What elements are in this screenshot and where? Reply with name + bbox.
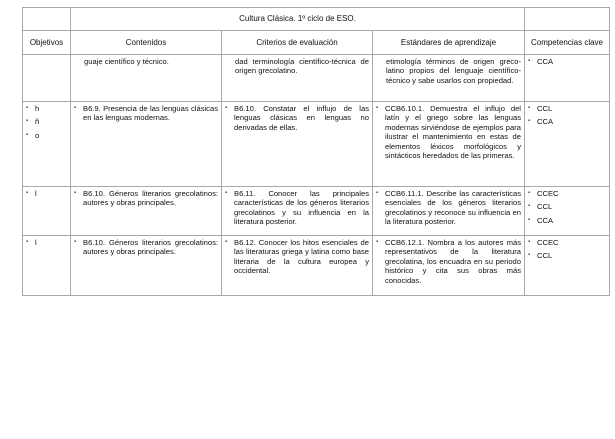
estandares-text: etimología términos de origen greco-latino propios del lenguaje científico-técnico y sabe usarlos con propiedad. xyxy=(386,57,521,85)
list-item xyxy=(26,238,67,247)
list-item xyxy=(528,216,606,225)
header-contenidos: Contenidos xyxy=(71,31,222,55)
competencia-label: CCA xyxy=(537,215,554,225)
bullet-icon: ▪ xyxy=(74,105,77,111)
competencias-cell xyxy=(525,187,610,236)
bullet-icon: ▪ xyxy=(225,105,228,111)
list-item xyxy=(26,117,67,126)
list-item xyxy=(528,189,606,198)
bullet-icon: ▪ xyxy=(376,239,379,245)
empty-corner-cell xyxy=(23,8,71,31)
list-item xyxy=(26,189,67,198)
criterios-text: B6.11. Conocer las principales características de los géneros literarios grecolatinos y su influencia en la literatura posterior. xyxy=(234,189,369,227)
contenidos-cell xyxy=(71,236,222,296)
competencia-label: CCEC xyxy=(537,238,559,247)
curriculum-table xyxy=(22,7,610,296)
list-item xyxy=(528,57,606,66)
list-item xyxy=(528,238,606,247)
competencia-label: CCA xyxy=(537,117,554,127)
objetivos-cell xyxy=(23,102,71,187)
list-item xyxy=(376,238,521,285)
estandares-cell xyxy=(373,187,525,236)
contenidos-text: B6.10. Géneros literarios grecolatinos: autores y obras principales. xyxy=(83,189,218,208)
table-row xyxy=(23,102,610,187)
header-objetivos: Objetivos xyxy=(23,31,71,55)
criterios-text: dad terminología científico-técnica de origen grecolatino. xyxy=(235,57,369,76)
bullet-icon: ▪ xyxy=(26,105,29,111)
competencia-label: CCEC xyxy=(537,189,559,198)
contenidos-cell xyxy=(71,102,222,187)
contenidos-text: B6.10. Géneros literarios grecolatinos: autores y obras principales. xyxy=(83,238,218,257)
table-row xyxy=(23,55,610,102)
bullet-icon: ▪ xyxy=(26,118,29,125)
bullet-icon: ▪ xyxy=(528,203,531,210)
criterios-text: B6.12. Conocer los hitos esenciales de las literaturas griega y latina como base literaria de la cultura europea y occidental. xyxy=(234,238,369,276)
criterios-cell xyxy=(222,102,373,187)
list-item xyxy=(74,238,218,257)
table-header-row xyxy=(23,31,610,55)
criterios-text: B6.10. Constatar el influjo de las lenguas clásicas en lenguas no derivadas de ellas. xyxy=(234,104,369,132)
bullet-icon: ▪ xyxy=(376,190,379,196)
list-item xyxy=(376,104,521,160)
bullet-icon: ▪ xyxy=(528,216,531,223)
contenidos-cell xyxy=(71,187,222,236)
objetivo-label: o xyxy=(35,130,40,140)
bullet-icon: ▪ xyxy=(528,239,531,245)
empty-title-cell xyxy=(525,8,610,31)
criterios-cell xyxy=(222,187,373,236)
competencia-label: CCL xyxy=(537,251,553,261)
list-item xyxy=(528,251,606,260)
bullet-icon: ▪ xyxy=(74,239,77,245)
bullet-icon: ▪ xyxy=(528,252,531,259)
bullet-icon: ▪ xyxy=(528,58,531,64)
competencia-label: CCA xyxy=(537,57,554,66)
bullet-icon: ▪ xyxy=(376,105,379,111)
header-estandares: Estándares de aprendizaje xyxy=(373,31,525,55)
objetivo-label: ñ xyxy=(35,117,40,127)
objetivos-cell xyxy=(23,236,71,296)
bullet-icon: ▪ xyxy=(26,239,29,245)
estandares-cell xyxy=(373,102,525,187)
contenidos-text: guaje científico y técnico. xyxy=(84,57,169,66)
list-item xyxy=(528,104,606,113)
objetivo-label: h xyxy=(35,104,40,113)
competencia-label: CCL xyxy=(537,202,553,212)
estandares-text: CCB6.11.1. Describe las características esenciales de los géneros literarios grecolatinos y reconoce su influencia en la literatura posterior. xyxy=(385,189,521,227)
bullet-icon: ▪ xyxy=(528,118,531,125)
header-criterios: Criterios de evaluación xyxy=(222,31,373,55)
contenidos-text: B6.9. Presencia de las lenguas clásicas en las lenguas modernas. xyxy=(83,104,218,123)
estandares-text: CCB6.10.1. Demuestra el influjo del latín y el griego sobre las lenguas modernas sirviéndose de ejemplos para ilustrar el mantenimiento en estas de elementos léxicos morfológicos y sintácticos heredados de las primeras. xyxy=(385,104,521,161)
objetivos-cell xyxy=(23,187,71,236)
list-item xyxy=(225,238,369,276)
competencia-label: CCL xyxy=(537,104,553,113)
competencias-cell xyxy=(525,236,610,296)
list-item xyxy=(528,202,606,211)
list-item xyxy=(225,189,369,227)
list-item xyxy=(26,104,67,113)
estandares-text: CCB6.12.1. Nombra a los autores más representativos de la literatura grecolatina, los encuadra en su periodo histórico y cita sus obras más conocidas. xyxy=(385,238,521,285)
objetivo-label: l xyxy=(35,189,37,198)
list-item xyxy=(26,131,67,140)
bullet-icon: ▪ xyxy=(225,190,228,196)
bullet-icon: ▪ xyxy=(26,131,29,138)
contenidos-cell xyxy=(71,55,222,102)
objetivo-label: l xyxy=(35,238,37,247)
header-competencias: Competencias clave xyxy=(525,31,610,55)
competencias-cell xyxy=(525,102,610,187)
list-item xyxy=(74,104,218,123)
table-title-row xyxy=(23,8,610,31)
estandares-cell xyxy=(373,55,525,102)
list-item xyxy=(225,104,369,132)
list-item xyxy=(528,117,606,126)
competencias-cell xyxy=(525,55,610,102)
bullet-icon: ▪ xyxy=(528,190,531,196)
objetivos-cell xyxy=(23,55,71,102)
criterios-cell xyxy=(222,236,373,296)
table-row xyxy=(23,236,610,296)
estandares-cell xyxy=(373,236,525,296)
bullet-icon: ▪ xyxy=(225,239,228,245)
list-item xyxy=(74,189,218,208)
criterios-cell xyxy=(222,55,373,102)
table-title: Cultura Clásica. 1º ciclo de ESO. xyxy=(71,8,525,31)
bullet-icon: ▪ xyxy=(26,190,29,196)
list-item xyxy=(376,189,521,227)
bullet-icon: ▪ xyxy=(528,105,531,111)
bullet-icon: ▪ xyxy=(74,190,77,196)
table-row xyxy=(23,187,610,236)
